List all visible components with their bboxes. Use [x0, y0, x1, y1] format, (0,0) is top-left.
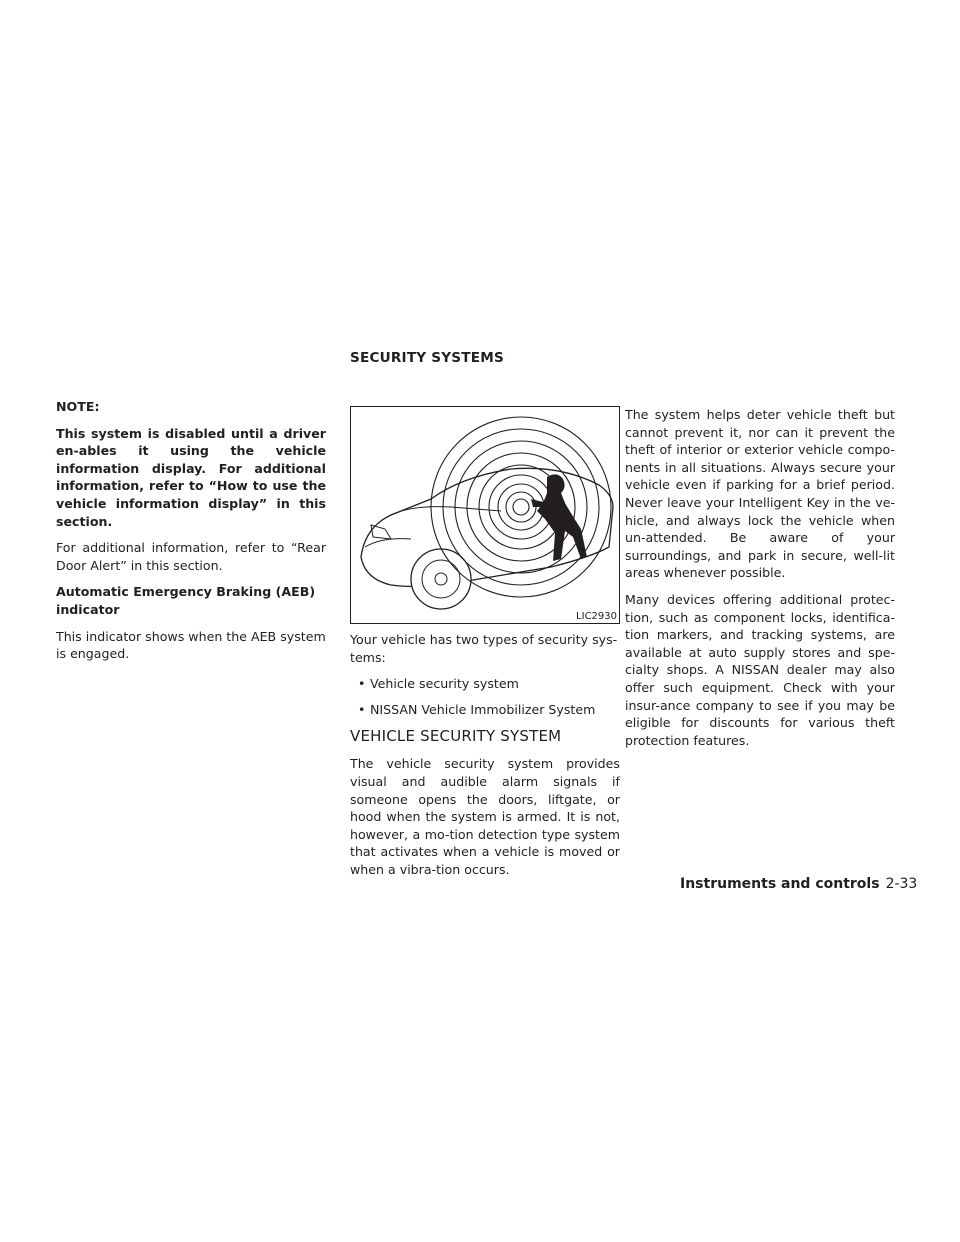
- figure-code: LIC2930: [576, 611, 617, 622]
- footer-section-name: Instruments and controls: [680, 876, 880, 892]
- section-title: SECURITY SYSTEMS: [350, 350, 504, 366]
- rear-door-alert-reference: For additional information, refer to “Rear Door Alert” in this section.: [56, 540, 326, 573]
- theft-deterrent-text: The system helps deter vehicle theft but cannot prevent it, nor can it prevent the theft of interior or exterior vehicle compo-nents in all situations. Always secure your vehicle even if parking for a brief period. Never leave your Intelligent Key in the ve-hicle, and always lock the vehicle when un-attended. Be aware of your surroundings, and park in secure, well-lit areas whenever possible.: [625, 407, 895, 581]
- aeb-indicator-heading: Automatic Emergency Braking (AEB) indicator: [56, 584, 316, 617]
- vehicle-security-text: The vehicle security system provides visual and audible alarm signals if someone opens the doors, liftgate, or hood when the system is armed. It is not, however, a mo-tion detection type system that activates when a vehicle is moved or when a vibra-tion occurs.: [350, 756, 620, 877]
- note-label: NOTE:: [56, 399, 100, 414]
- left-column: [56, 398, 326, 672]
- right-column: [625, 406, 895, 758]
- middle-column: [350, 406, 620, 888]
- intro-text: Your vehicle has two types of security sys-tems:: [350, 632, 618, 665]
- list-item: • Vehicle security system: [358, 676, 519, 692]
- security-types-list: [350, 675, 620, 718]
- page-number: 2-33: [885, 876, 918, 892]
- vehicle-security-heading: VEHICLE SECURITY SYSTEM: [350, 727, 562, 746]
- aeb-indicator-text: This indicator shows when the AEB system is engaged.: [56, 628, 326, 662]
- additional-protection-text: Many devices offering additional protec-tion, such as component locks, identifica-tion markers, and tracking systems, are available at auto supply stores and spe-cialty shops. A NISSAN dealer may also offer such equipment. Check with your insur-ance company to see if you may be eligible for discounts for various theft protection features.: [625, 591, 895, 748]
- page-footer: [680, 876, 918, 892]
- note-text: This system is disabled until a driver en-ables it using the vehicle information display. For additional information, refer to “How to use the vehicle information display” in this section.: [56, 425, 326, 529]
- list-item: • NISSAN Vehicle Immobilizer System: [358, 701, 596, 717]
